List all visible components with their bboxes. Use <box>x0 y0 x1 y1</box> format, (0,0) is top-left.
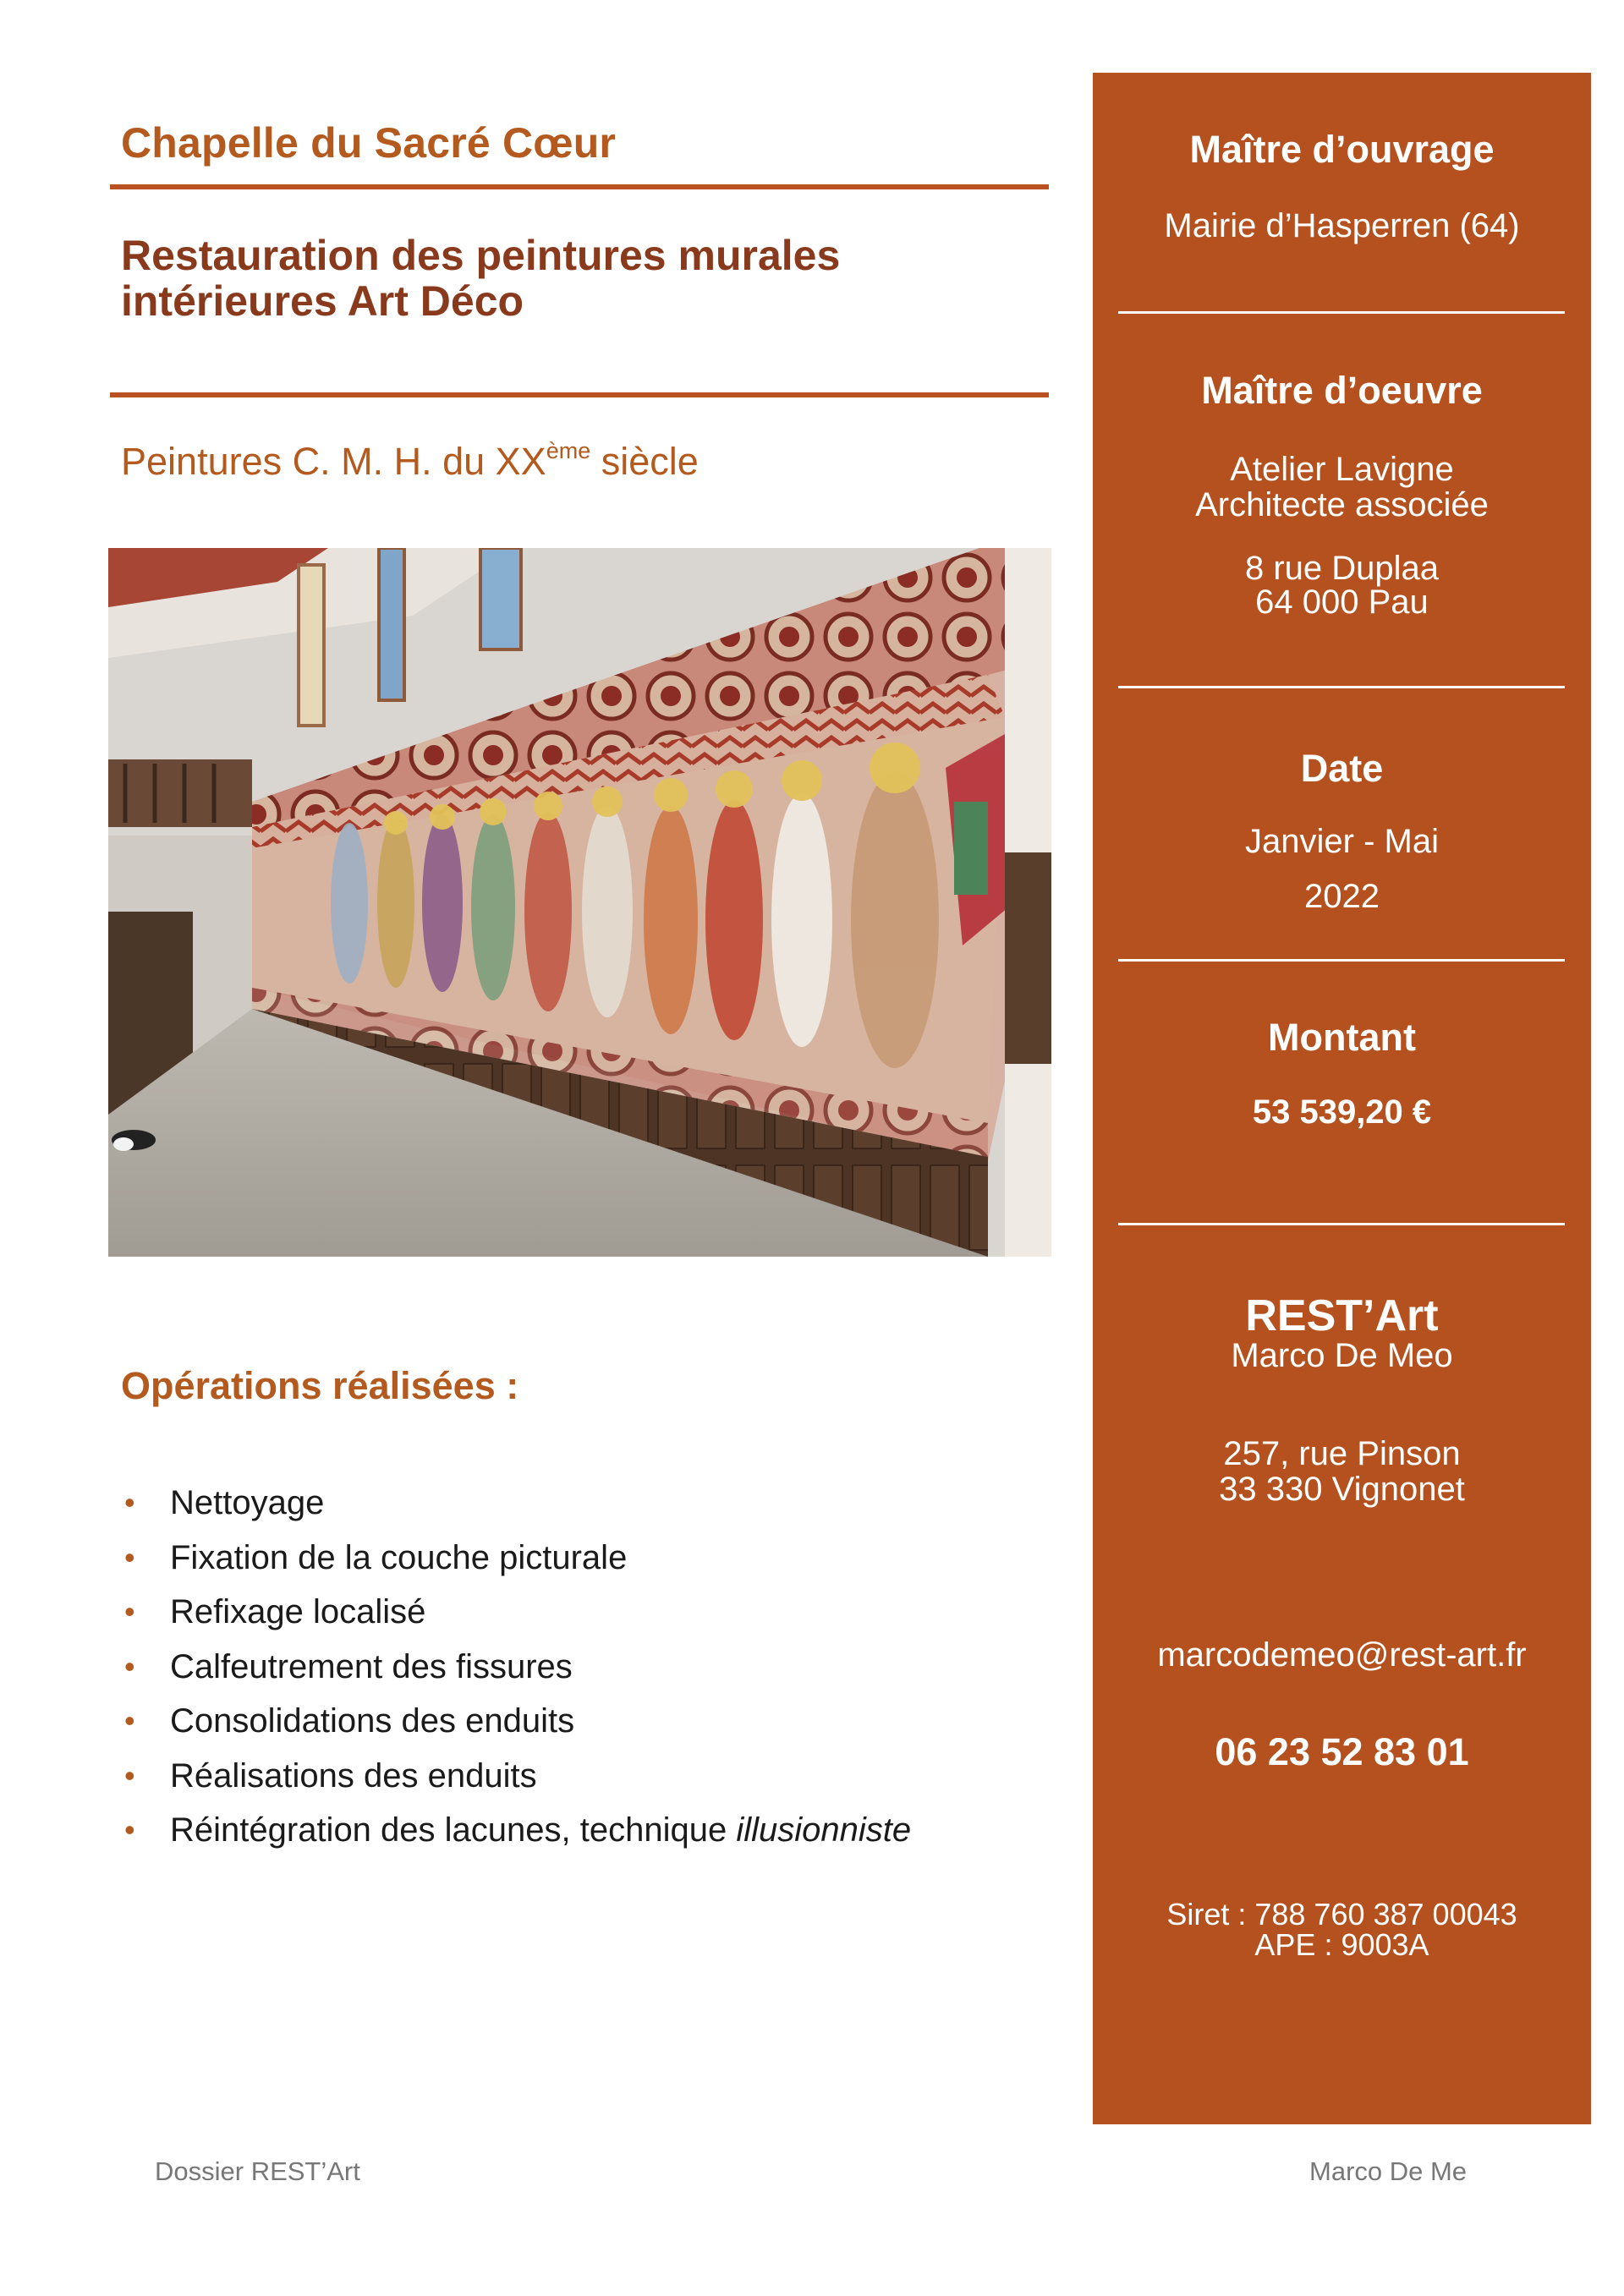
list-item <box>121 1476 911 1531</box>
amount-value: 53 539,20 € <box>1252 1093 1432 1131</box>
project-info-sidebar <box>1093 73 1591 2124</box>
operation-text: Nettoyage <box>170 1484 325 1521</box>
list-item <box>121 1749 911 1804</box>
title-divider <box>110 184 1049 189</box>
bullet-icon: • <box>124 1485 135 1520</box>
sidebar-divider <box>1118 686 1565 688</box>
sidebar-divider <box>1118 311 1565 314</box>
bullet-icon: • <box>124 1648 135 1684</box>
footer-left: Dossier REST’Art <box>155 2156 360 2186</box>
company-name: REST’Art <box>1245 1291 1439 1340</box>
company-person: Marco De Meo <box>1231 1337 1453 1374</box>
project-subtitle <box>121 233 1034 324</box>
subtitle-line-1: Restauration des peintures murales <box>121 232 841 279</box>
date-year: 2022 <box>1304 878 1380 915</box>
subtitle-divider <box>110 392 1049 397</box>
period-suffix: siècle <box>590 440 699 483</box>
architect-name: Atelier Lavigne <box>1230 451 1454 488</box>
date-months: Janvier - Mai <box>1245 823 1439 860</box>
period-label <box>121 440 699 484</box>
owner-value: Mairie d’Hasperren (64) <box>1164 207 1520 244</box>
siret-number: Siret : 788 760 387 00043 <box>1166 1897 1517 1932</box>
bullet-icon: • <box>124 1539 135 1575</box>
ape-code: APE : 9003A <box>1254 1927 1429 1962</box>
date-heading: Date <box>1300 747 1384 790</box>
architect-role: Architecte associée <box>1195 486 1489 523</box>
amount-heading: Montant <box>1268 1016 1416 1059</box>
list-item <box>121 1531 911 1586</box>
period-prefix: Peintures C. M. H. du XX <box>121 440 546 483</box>
footer-right: Marco De Me <box>1309 2156 1468 2186</box>
page-title: Chapelle du Sacré Cœur <box>121 119 617 167</box>
bullet-icon: • <box>124 1812 135 1847</box>
period-superscript: ème <box>546 438 591 463</box>
architect-heading: Maître d’oeuvre <box>1201 369 1483 412</box>
operation-text: Consolidations des enduits <box>170 1702 575 1740</box>
email-link[interactable]: marcodemeo@rest-art.fr <box>1157 1636 1527 1674</box>
operations-list <box>121 1476 911 1858</box>
list-item <box>121 1640 911 1695</box>
sidebar-divider <box>1118 1223 1565 1225</box>
operation-text: Fixation de la couche picturale <box>170 1538 628 1576</box>
owner-heading: Maître d’ouvrage <box>1189 128 1495 171</box>
subtitle-line-2: intérieures Art Déco <box>121 277 524 325</box>
bullet-icon: • <box>124 1757 135 1793</box>
operation-text: Réalisations des enduits <box>170 1756 537 1795</box>
sidebar-divider <box>1118 959 1565 962</box>
bullet-icon: • <box>124 1703 135 1738</box>
architect-address-line-1: 8 rue Duplaa <box>1244 550 1440 587</box>
architect-address-line-2: 64 000 Pau <box>1255 584 1429 621</box>
operation-text: Refixage localisé <box>170 1593 426 1630</box>
list-item <box>121 1585 911 1640</box>
company-address-line-2: 33 330 Vignonet <box>1219 1471 1465 1508</box>
list-item <box>121 1803 911 1858</box>
operation-emphasis: illusionniste <box>736 1811 912 1849</box>
operations-heading: Opérations réalisées : <box>121 1364 519 1407</box>
operation-text: Calfeutrement des fissures <box>170 1647 573 1685</box>
operation-text: Réintégration des lacunes, technique <box>170 1811 737 1849</box>
chapel-mural-photo <box>108 548 1051 1257</box>
list-item <box>121 1694 911 1749</box>
phone-number[interactable]: 06 23 52 83 01 <box>1215 1730 1469 1773</box>
bullet-icon: • <box>124 1594 135 1629</box>
company-address-line-1: 257, rue Pinson <box>1223 1435 1461 1472</box>
